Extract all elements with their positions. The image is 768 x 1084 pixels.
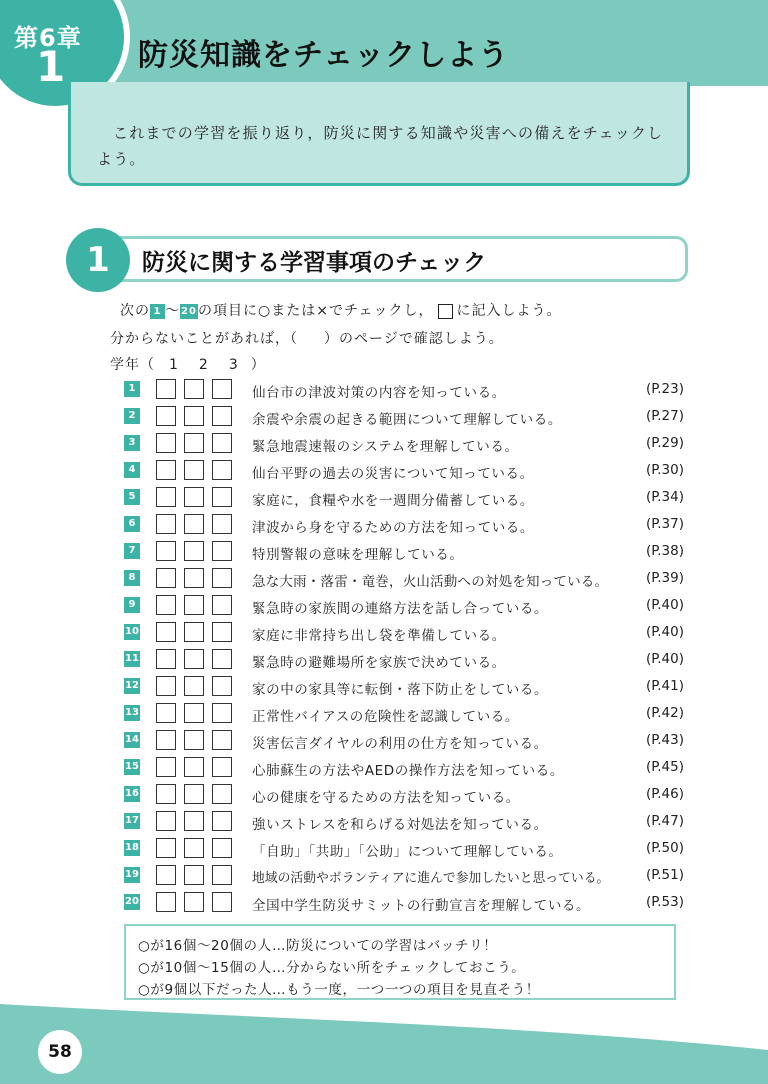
grade2-checkbox[interactable] [184,811,204,831]
item-text: 津波から身を守るための方法を知っている。 [252,520,534,536]
item-number-badge: 19 [124,867,140,883]
item-page-ref: (P.40) [645,597,684,613]
item-number-badge: 18 [124,840,140,856]
result-message: …防災についての学習はバッチリ！ [272,938,498,954]
checklist-row [124,406,684,426]
item-page-ref: (P.51) [645,867,684,883]
grade2-checkbox[interactable] [184,433,204,453]
grade3-checkbox[interactable] [212,730,232,750]
result-condition: ○が10個～15個の人 [138,960,272,976]
grade3-checkbox[interactable] [212,568,232,588]
item-number-badge: 1 [124,381,140,397]
result-message: …もう一度，一つ一つの項目を見直そう！ [272,982,540,998]
item-page-ref: (P.40) [645,624,684,640]
checklist-row [124,838,684,858]
item-page-ref: (P.40) [645,651,684,667]
checklist-row [124,460,684,480]
intro-text: これまでの学習を振り返り，防災に関する知識や災害への備えをチェックしよう。 [97,124,664,168]
grade1-checkbox[interactable] [156,865,176,885]
grade2-checkbox[interactable] [184,487,204,507]
grade2-checkbox[interactable] [184,730,204,750]
grade1-checkbox[interactable] [156,406,176,426]
item-page-ref: (P.43) [645,732,684,748]
grade1-checkbox[interactable] [156,433,176,453]
grade2-checkbox[interactable] [184,406,204,426]
grade1-checkbox[interactable] [156,838,176,858]
item-number-badge: 10 [124,624,140,640]
item-text: 余震や余震の起きる範囲について理解している。 [252,412,562,428]
grade1-checkbox[interactable] [156,784,176,804]
grade3-checkbox[interactable] [212,676,232,696]
result-line [138,956,525,976]
checklist-row [124,649,684,669]
item-page-ref: (P.47) [645,813,684,829]
section-number: 1 [66,228,130,292]
item-page-ref: (P.41) [645,678,684,694]
grade-2: 2 [198,357,209,373]
item-number-badge: 5 [124,489,140,505]
checklist-row [124,703,684,723]
item-number-badge: 17 [124,813,140,829]
item-text: 家の中の家具等に転倒・落下防止をしている。 [252,682,549,698]
grade1-checkbox[interactable] [156,676,176,696]
grade3-checkbox[interactable] [212,406,232,426]
item-page-ref: (P.50) [645,840,684,856]
checkbox-sample [438,304,453,319]
page-number-badge [38,1030,82,1074]
item-page-ref: (P.27) [645,408,684,424]
grade2-checkbox[interactable] [184,460,204,480]
page-title: 防災知識をチェックしよう [138,38,510,73]
chapter-number: 1 [36,42,66,91]
range-start-badge: 1 [150,304,165,319]
checklist-row [124,757,684,777]
grade3-checkbox[interactable] [212,811,232,831]
item-text: 緊急時の避難場所を家族で決めている。 [252,655,506,671]
item-page-ref: (P.39) [645,570,684,586]
item-number-badge: 8 [124,570,140,586]
item-number-badge: 20 [124,894,140,910]
grade3-checkbox[interactable] [212,757,232,777]
grade1-checkbox[interactable] [156,595,176,615]
grade3-checkbox[interactable] [212,460,232,480]
grade1-checkbox[interactable] [156,460,176,480]
item-page-ref: (P.29) [645,435,684,451]
grade3-checkbox[interactable] [212,784,232,804]
grade2-checkbox[interactable] [184,649,204,669]
grade1-checkbox[interactable] [156,514,176,534]
item-text: 家庭に非常持ち出し袋を準備している。 [252,628,506,644]
item-number-badge: 15 [124,759,140,775]
instructions-line-2: 分からないことがあれば，（ ）のページで確認しよう。 [110,331,504,347]
grade2-checkbox[interactable] [184,676,204,696]
item-number-badge: 13 [124,705,140,721]
checklist-row [124,514,684,534]
grade2-checkbox[interactable] [184,514,204,534]
grade2-checkbox[interactable] [184,595,204,615]
result-message: …分からない所をチェックしておこう。 [272,960,526,976]
grade2-checkbox[interactable] [184,757,204,777]
item-text: 正常性バイアスの危険性を認識している。 [252,709,519,725]
grade2-checkbox[interactable] [184,838,204,858]
grade-1: 1 [169,357,179,373]
item-text: 強いストレスを和らげる対処法を知っている。 [252,817,548,833]
grade3-checkbox[interactable] [212,865,232,885]
grade1-checkbox[interactable] [156,703,176,723]
page-number: 58 [48,1042,72,1062]
grade1-checkbox[interactable] [156,892,176,912]
grade3-checkbox[interactable] [212,487,232,507]
grade3-checkbox[interactable] [212,838,232,858]
item-number-badge: 7 [124,543,140,559]
grade3-checkbox[interactable] [212,595,232,615]
checklist-row [124,379,684,399]
item-text: 家庭に，食糧や水を一週間分備蓄している。 [252,493,534,509]
item-number-badge: 11 [124,651,140,667]
item-text: 仙台平野の過去の災害について知っている。 [252,466,534,482]
grade3-checkbox[interactable] [212,622,232,642]
grade3-checkbox[interactable] [212,703,232,723]
item-text: 心の健康を守るための方法を知っている。 [252,790,520,806]
item-text: 心肺蘇生の方法やAEDの操作方法を知っている。 [252,763,564,779]
instructions-line-1: 次の 1 ～20の項目に○または×でチェックし， に記入しよう。 [120,303,562,319]
grade3-checkbox[interactable] [212,649,232,669]
grade2-checkbox[interactable] [184,703,204,723]
result-condition: ○が9個以下だった人 [138,982,273,998]
grade-3: 3 [228,357,239,373]
checklist-row [124,730,684,750]
grade1-checkbox[interactable] [156,541,176,561]
grade1-checkbox[interactable] [156,757,176,777]
item-number-badge: 9 [124,597,140,613]
item-text: 地域の活動やボランティアに進んで参加したいと思っている。 [252,871,610,886]
grade1-checkbox[interactable] [156,622,176,642]
checklist-row [124,865,684,885]
checklist-row [124,622,684,642]
checklist-row [124,541,684,561]
bottom-wave [0,990,768,1084]
checklist-row [124,487,684,507]
grade1-checkbox[interactable] [156,649,176,669]
item-number-badge: 2 [124,408,140,424]
item-page-ref: (P.42) [645,705,684,721]
checklist-row [124,676,684,696]
grade2-checkbox[interactable] [184,541,204,561]
grade2-checkbox[interactable] [184,784,204,804]
checklist-row [124,892,684,912]
grade3-checkbox[interactable] [212,541,232,561]
result-condition: ○が16個～20個の人 [138,938,272,954]
checklist-row [124,568,684,588]
item-page-ref: (P.53) [645,894,684,910]
item-text: 緊急地震速報のシステムを理解している。 [252,439,519,455]
checklist-row [124,595,684,615]
intro-box [68,82,690,186]
grade2-checkbox[interactable] [184,865,204,885]
checklist-row [124,811,684,831]
result-line [138,934,497,954]
item-text: 急な大雨・落雷・竜巻，火山活動への対処を知っている。 [252,574,609,590]
chapter-label: 第6章 [14,24,82,52]
item-text: 仙台市の津波対策の内容を知っている。 [252,385,506,401]
result-box [124,924,676,1000]
grade2-checkbox[interactable] [184,892,204,912]
item-number-badge: 6 [124,516,140,532]
grade1-checkbox[interactable] [156,811,176,831]
grade-row: 学年（ 1 2 3 ） [110,357,266,373]
item-page-ref: (P.37) [645,516,684,532]
item-page-ref: (P.45) [645,759,684,775]
grade2-checkbox[interactable] [184,379,204,399]
item-page-ref: (P.23) [645,381,684,397]
grade2-checkbox[interactable] [184,622,204,642]
item-number-badge: 3 [124,435,140,451]
grade1-checkbox[interactable] [156,568,176,588]
section-title: 防災に関する学習事項のチェック [142,250,487,276]
item-text: 災害伝言ダイヤルの利用の仕方を知っている。 [252,736,548,752]
item-text: 全国中学生防災サミットの行動宣言を理解している。 [252,898,591,914]
checklist-row [124,433,684,453]
item-number-badge: 16 [124,786,140,802]
range-end-badge: 20 [181,305,197,317]
grade2-checkbox[interactable] [184,568,204,588]
grade1-checkbox[interactable] [156,487,176,507]
item-number-badge: 12 [124,678,140,694]
grade3-checkbox[interactable] [212,433,232,453]
item-page-ref: (P.46) [645,786,684,802]
item-text: 特別警報の意味を理解している。 [252,547,464,563]
item-number-badge: 4 [124,462,140,478]
item-page-ref: (P.30) [645,462,684,478]
grade1-checkbox[interactable] [156,730,176,750]
item-page-ref: (P.34) [645,489,684,505]
grade3-checkbox[interactable] [212,514,232,534]
item-page-ref: (P.38) [645,543,684,559]
grade1-checkbox[interactable] [156,379,176,399]
item-text: 緊急時の家族間の連絡方法を話し合っている。 [252,601,549,617]
checklist-row [124,784,684,804]
grade3-checkbox[interactable] [212,379,232,399]
item-number-badge: 14 [124,732,140,748]
item-text: 「自助」「共助」「公助」について理解している。 [252,844,563,860]
grade3-checkbox[interactable] [212,892,232,912]
